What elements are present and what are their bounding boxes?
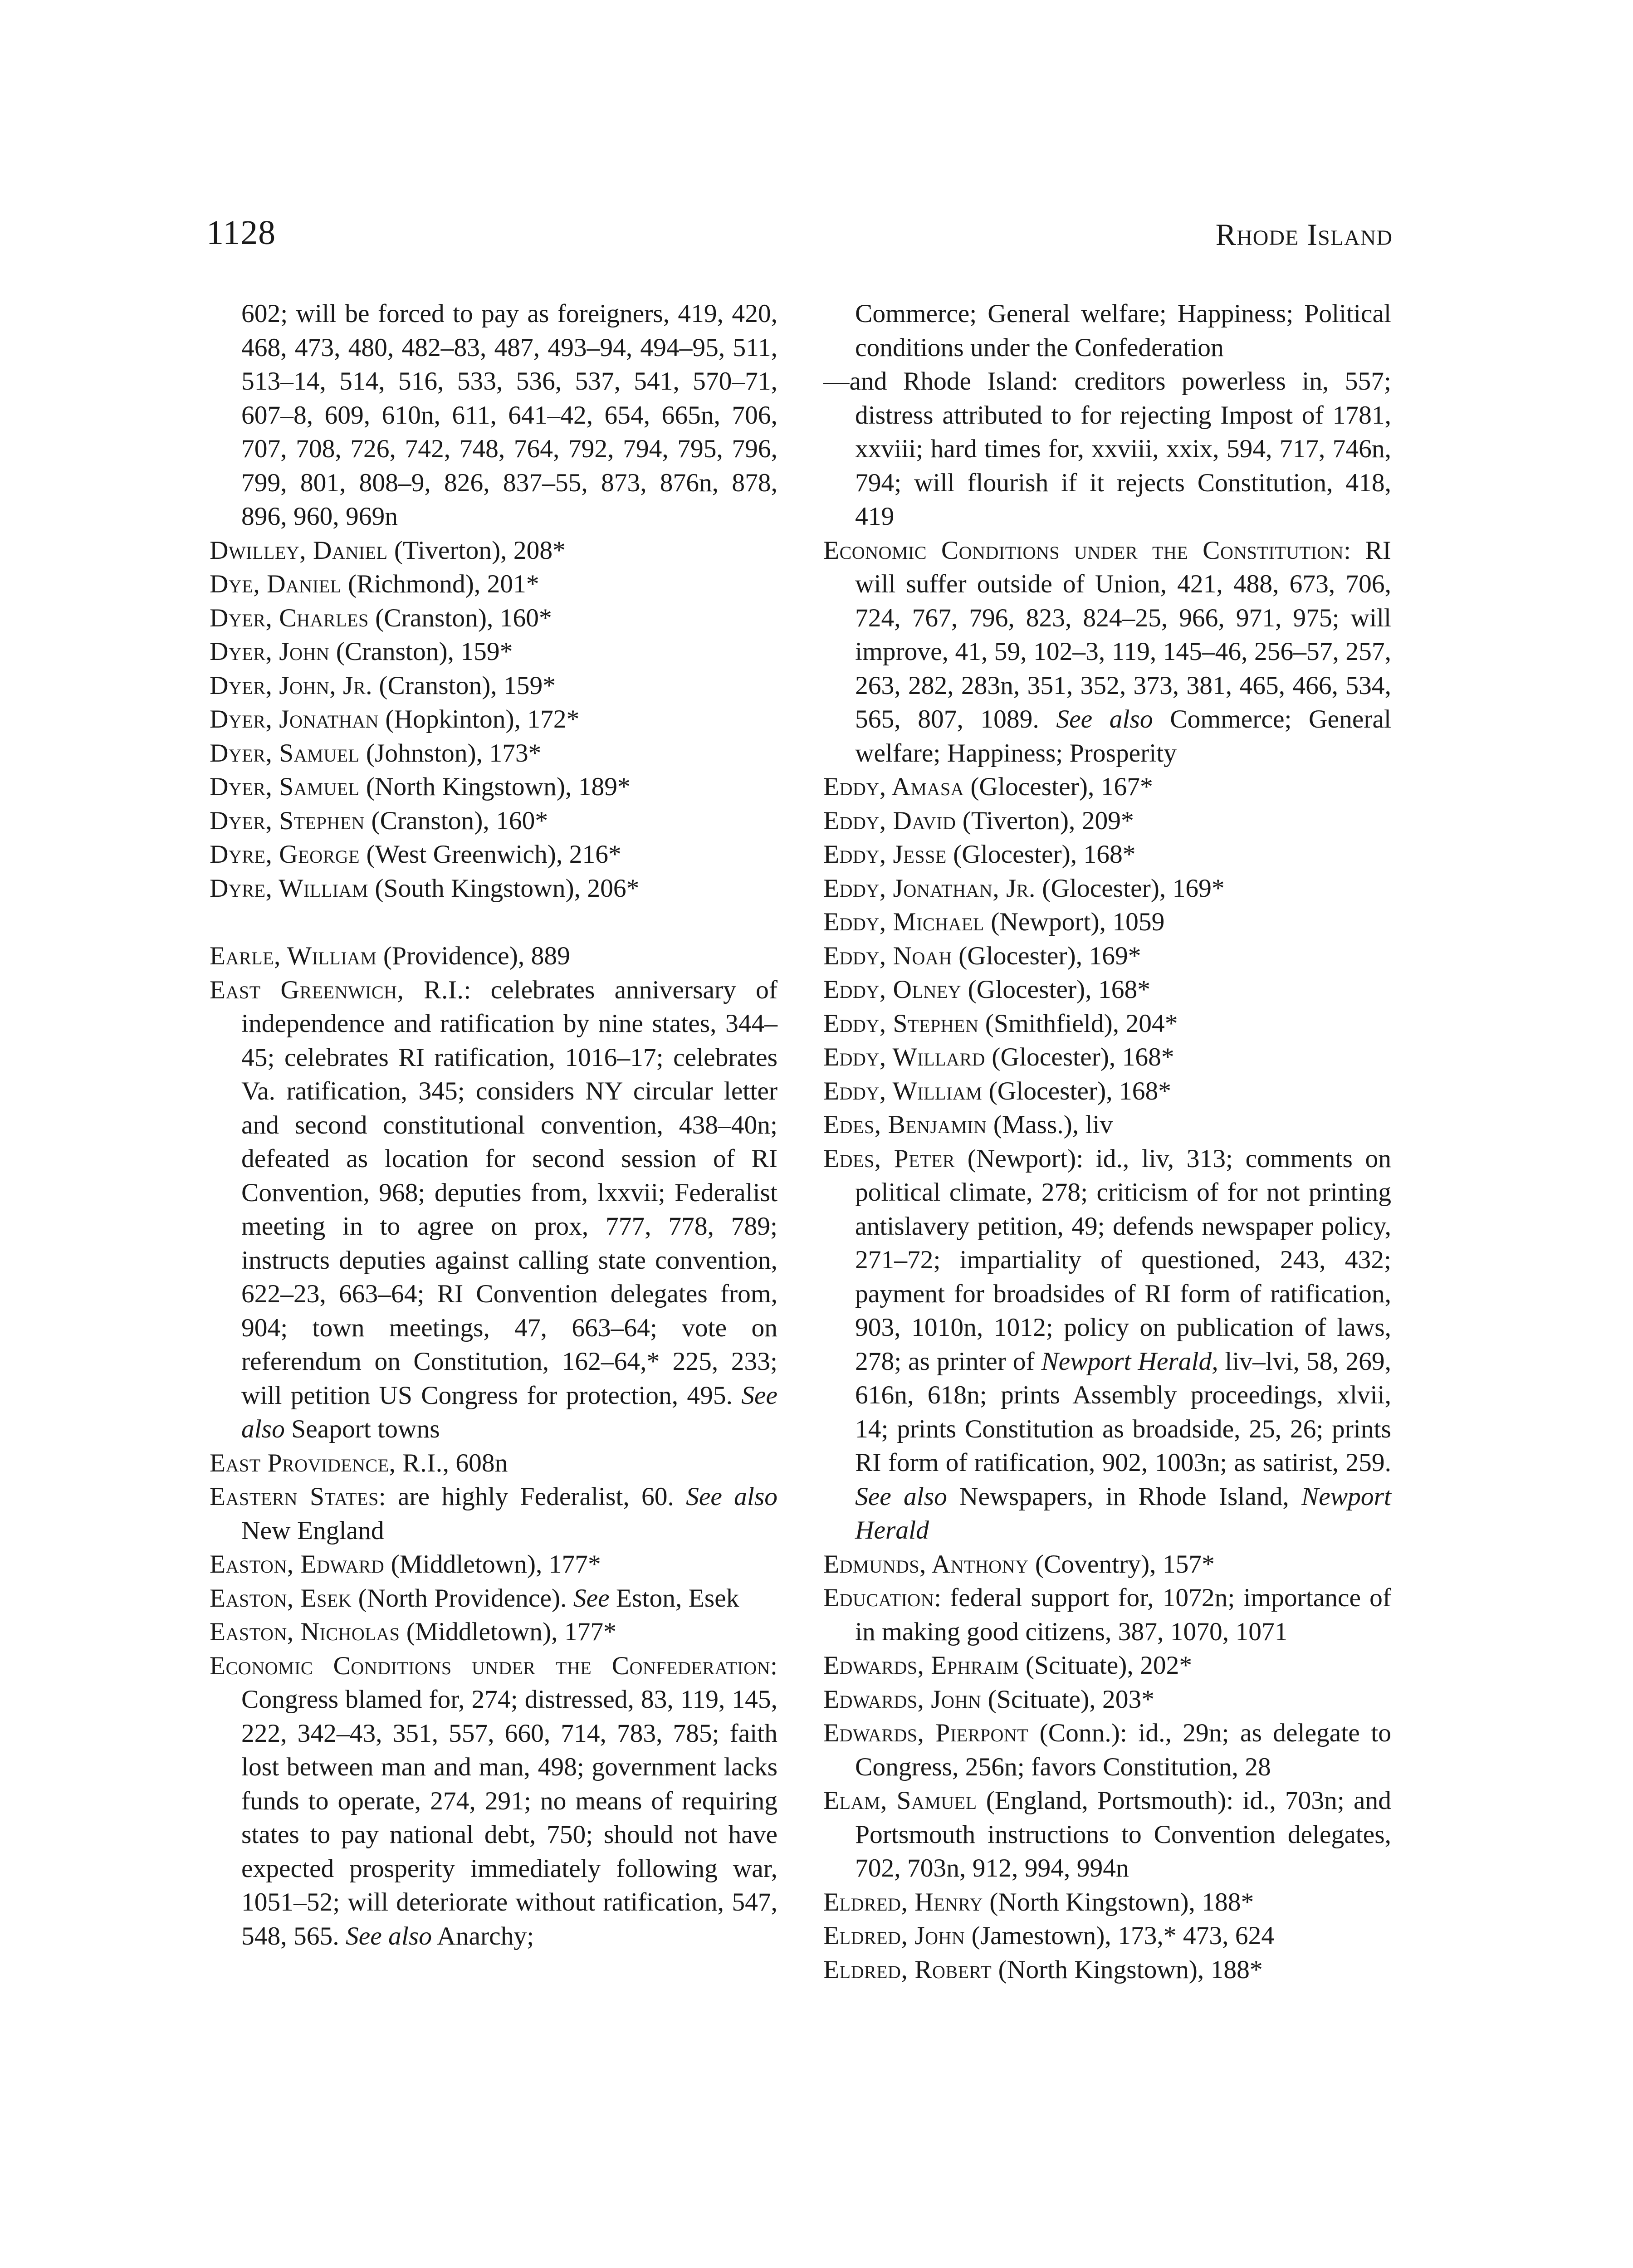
index-entry: Dyer, Stephen (Cranston), 160* bbox=[210, 806, 548, 835]
headword: Dye, Daniel bbox=[210, 570, 342, 598]
index-entry: Eastern States: are highly Federalist, 60. See also New England bbox=[210, 1482, 777, 1545]
index-entry: Economic Conditions under the Constitution: RI will suffer outside of Union, 421, 488, 673, 706, 724, 767, 796, 823, 824–25, 966, 971, 975; will improve, 41, 59, 102–3, 119, 145–46, 256–57, 257, 263, 282, 283n, 351, 352, 373, 381, 465, 466, 534, 565, 807, 1089. See also Commerce; General welfare; Happiness; Prosperity bbox=[823, 536, 1391, 767]
headword: Eldred, Robert bbox=[823, 1955, 992, 1984]
headword: Dwilley, Daniel bbox=[210, 536, 388, 565]
headword: East Providence, R.I. bbox=[210, 1448, 443, 1477]
headword: Dyer, John bbox=[210, 637, 330, 666]
index-entry: Dyer, John, Jr. (Cranston), 159* bbox=[210, 671, 556, 700]
index-entry: Eddy, Stephen (Smithfield), 204* bbox=[823, 1009, 1178, 1038]
headword: Edwards, John bbox=[823, 1685, 982, 1714]
letter-break bbox=[210, 905, 777, 939]
index-entry: Eddy, Willard (Glocester), 168* bbox=[823, 1043, 1174, 1071]
index-entry: Eldred, Robert (North Kingstown), 188* bbox=[823, 1955, 1263, 1984]
index-entry: Eddy, Jesse (Glocester), 168* bbox=[823, 840, 1136, 869]
index-entry: Eldred, Henry (North Kingstown), 188* bbox=[823, 1887, 1254, 1916]
index-entry: 602; will be forced to pay as foreigners, 419, 420, 468, 473, 480, 482–83, 487, 493–94, 494–95, 511, 513–14, 514, 516, 533, 536, 537, 541, 570–71, 607–8, 609, 610n, 611, 641–42, 654, 665n, 706, 707, 708, 726, 742, 748, 764, 792, 794, 795, 796, 799, 801, 808–9, 826, 837–55, 873, 876n, 878, 896, 960, 969n bbox=[241, 299, 777, 531]
index-entry: Earle, William (Providence), 889 bbox=[210, 942, 570, 970]
running-head: Rhode Island bbox=[1215, 217, 1393, 252]
index-entry: Dyer, John (Cranston), 159* bbox=[210, 637, 513, 666]
index-entry: Eddy, Michael (Newport), 1059 bbox=[823, 908, 1165, 936]
headword: Easton, Nicholas bbox=[210, 1618, 400, 1646]
headword: Eddy, William bbox=[823, 1076, 983, 1105]
headword: Eddy, Michael bbox=[823, 908, 984, 936]
headword: Elam, Samuel bbox=[823, 1786, 977, 1815]
headword: Dyer, John, Jr. bbox=[210, 671, 372, 700]
index-entry: Eddy, Noah (Glocester), 169* bbox=[823, 941, 1141, 970]
index-entry: East Greenwich, R.I.: celebrates anniversary of independence and ratification by nine states, 344–45; celebrates RI ratification, 1016–17; celebrates Va. ratification, 345; considers NY circular letter and second constitutional convention, 438–40n; defeated as location for second session of RI Convention, 968; deputies from, lxxvii; Federalist meeting in to agree on prox, 777, 778, 789; instructs deputies against calling state convention, 622–23, 663–64; RI Convention delegates from, 904; town meetings, 47, 663–64; vote on referendum on Constitution, 162–64,* 225, 233; will petition US Congress for protection, 495. See also Seaport towns bbox=[210, 975, 778, 1443]
headword: Dyre, William bbox=[210, 874, 368, 903]
headword: Eldred, Henry bbox=[823, 1887, 983, 1916]
headword: Dyer, Stephen bbox=[210, 806, 365, 835]
page-number: 1128 bbox=[206, 214, 276, 252]
index-entry: Edwards, Ephraim (Scituate), 202* bbox=[823, 1651, 1193, 1680]
index-entry: Dyer, Charles (Cranston), 160* bbox=[210, 603, 552, 632]
headword: Dyer, Samuel bbox=[210, 738, 360, 767]
headword: Edwards, Pierpont bbox=[823, 1719, 1029, 1747]
headword: Edes, Benjamin bbox=[823, 1110, 987, 1139]
headword: Edmunds, Anthony bbox=[823, 1549, 1029, 1579]
index-entry: Eldred, John (Jamestown), 173,* 473, 624 bbox=[823, 1921, 1275, 1950]
headword: Dyer, Samuel bbox=[210, 772, 360, 801]
index-entry: Edes, Peter (Newport): id., liv, 313; comments on political climate, 278; criticism of for not printing antislavery petition, 49; defends newspaper policy, 271–72; impartiality of questioned, 243, 432; payment for broadsides of RI form of ratification, 903, 1010n, 1012; policy on publication of laws, 278; as printer of Newport Herald, liv–lvi, 58, 269, 616n, 618n; prints Assembly proceedings, xlvii, 14; prints Constitution as broadside, 25, 26; prints RI form of ratification, 902, 1003n; as satirist, 259. See also Newspapers, in Rhode Island, Newport Herald bbox=[823, 1144, 1391, 1545]
index-entry: East Providence, R.I., 608n bbox=[210, 1448, 508, 1477]
headword: Edes, Peter bbox=[823, 1144, 955, 1173]
index-subentry: —and Rhode Island: creditors powerless in, 557; distress attributed to for rejecting Impost of 1781, xxviii; hard times for, xxviii, xxix, 594, 717, 746n, 794; will flourish if it rejects Constitution, 418, 419 bbox=[823, 367, 1391, 531]
headword: Easton, Edward bbox=[210, 1550, 385, 1579]
index-entry: Dyre, George (West Greenwich), 216* bbox=[210, 840, 621, 869]
headword: Easton, Esek bbox=[210, 1584, 352, 1613]
index-entry: Eddy, Olney (Glocester), 168* bbox=[823, 975, 1150, 1004]
headword: Dyer, Charles bbox=[210, 603, 369, 632]
index-entry: Edes, Benjamin (Mass.), liv bbox=[823, 1110, 1113, 1139]
index-entry: Dyre, William (South Kingstown), 206* bbox=[210, 874, 640, 903]
headword: Eddy, Willard bbox=[823, 1043, 985, 1071]
index-entry: Easton, Edward (Middletown), 177* bbox=[210, 1550, 601, 1579]
index-entry: Dyer, Samuel (North Kingstown), 189* bbox=[210, 772, 631, 801]
index-entry: Eddy, David (Tiverton), 209* bbox=[823, 806, 1134, 835]
headword: Eddy, Jesse bbox=[823, 840, 947, 869]
index-entry: Eddy, Amasa (Glocester), 167* bbox=[823, 772, 1153, 801]
headword: Eddy, Stephen bbox=[823, 1009, 979, 1038]
headword: Eddy, Noah bbox=[823, 941, 952, 970]
headword: Education bbox=[823, 1584, 934, 1612]
index-entry: Dyer, Jonathan (Hopkinton), 172* bbox=[210, 705, 580, 733]
headword: Edwards, Ephraim bbox=[823, 1651, 1019, 1680]
index-column-right bbox=[823, 297, 1391, 1987]
index-entry: Easton, Nicholas (Middletown), 177* bbox=[210, 1618, 616, 1646]
headword: Earle, William bbox=[210, 942, 377, 970]
headword: Economic Conditions under the Confederation bbox=[210, 1651, 771, 1680]
index-entry: Eddy, William (Glocester), 168* bbox=[823, 1076, 1171, 1105]
headword: Economic Conditions under the Constitution bbox=[823, 536, 1344, 565]
headword: East Greenwich, R.I. bbox=[210, 975, 464, 1004]
index-entry: Economic Conditions under the Confederation: Congress blamed for, 274; distressed, 83, 119, 145, 222, 342–43, 351, 557, 660, 714, 783, 785; faith lost between man and man, 498; government lacks funds to operate, 274, 291; no means of requiring states to pay national debt, 750; should not have expected prosperity immediately following war, 1051–52; will deteriorate without ratification, 547, 548, 565. See also Anarchy; bbox=[210, 1651, 777, 1950]
headword: Eldred, John bbox=[823, 1921, 965, 1950]
index-column-left bbox=[210, 297, 777, 1953]
headword: Eastern States bbox=[210, 1482, 379, 1511]
headword: Eddy, Jonathan, Jr. bbox=[823, 874, 1036, 903]
index-entry: Education: federal support for, 1072n; importance of in making good citizens, 387, 1070, 1071 bbox=[823, 1584, 1391, 1646]
index-entry: Elam, Samuel (England, Portsmouth): id., 703n; and Portsmouth instructions to Convention delegates, 702, 703n, 912, 994, 994n bbox=[823, 1786, 1391, 1882]
index-entry: Dwilley, Daniel (Tiverton), 208* bbox=[210, 536, 566, 565]
index-entry: Commerce; General welfare; Happiness; Political conditions under the Confederation bbox=[855, 299, 1391, 362]
index-entry: Edmunds, Anthony (Coventry), 157* bbox=[823, 1549, 1215, 1579]
index-entry: Eddy, Jonathan, Jr. (Glocester), 169* bbox=[823, 874, 1225, 903]
headword: Eddy, Olney bbox=[823, 975, 962, 1004]
index-entry: Easton, Esek (North Providence). See Eston, Esek bbox=[210, 1584, 739, 1613]
headword: Dyer, Jonathan bbox=[210, 705, 379, 733]
index-entry: Dye, Daniel (Richmond), 201* bbox=[210, 570, 539, 598]
index-entry: Edwards, John (Scituate), 203* bbox=[823, 1685, 1154, 1714]
headword: Eddy, Amasa bbox=[823, 772, 964, 801]
index-entry: Dyer, Samuel (Johnston), 173* bbox=[210, 738, 542, 767]
headword: Eddy, David bbox=[823, 806, 956, 835]
headword: Dyre, George bbox=[210, 840, 360, 869]
index-entry: Edwards, Pierpont (Conn.): id., 29n; as delegate to Congress, 256n; favors Constitution, 28 bbox=[823, 1719, 1391, 1781]
